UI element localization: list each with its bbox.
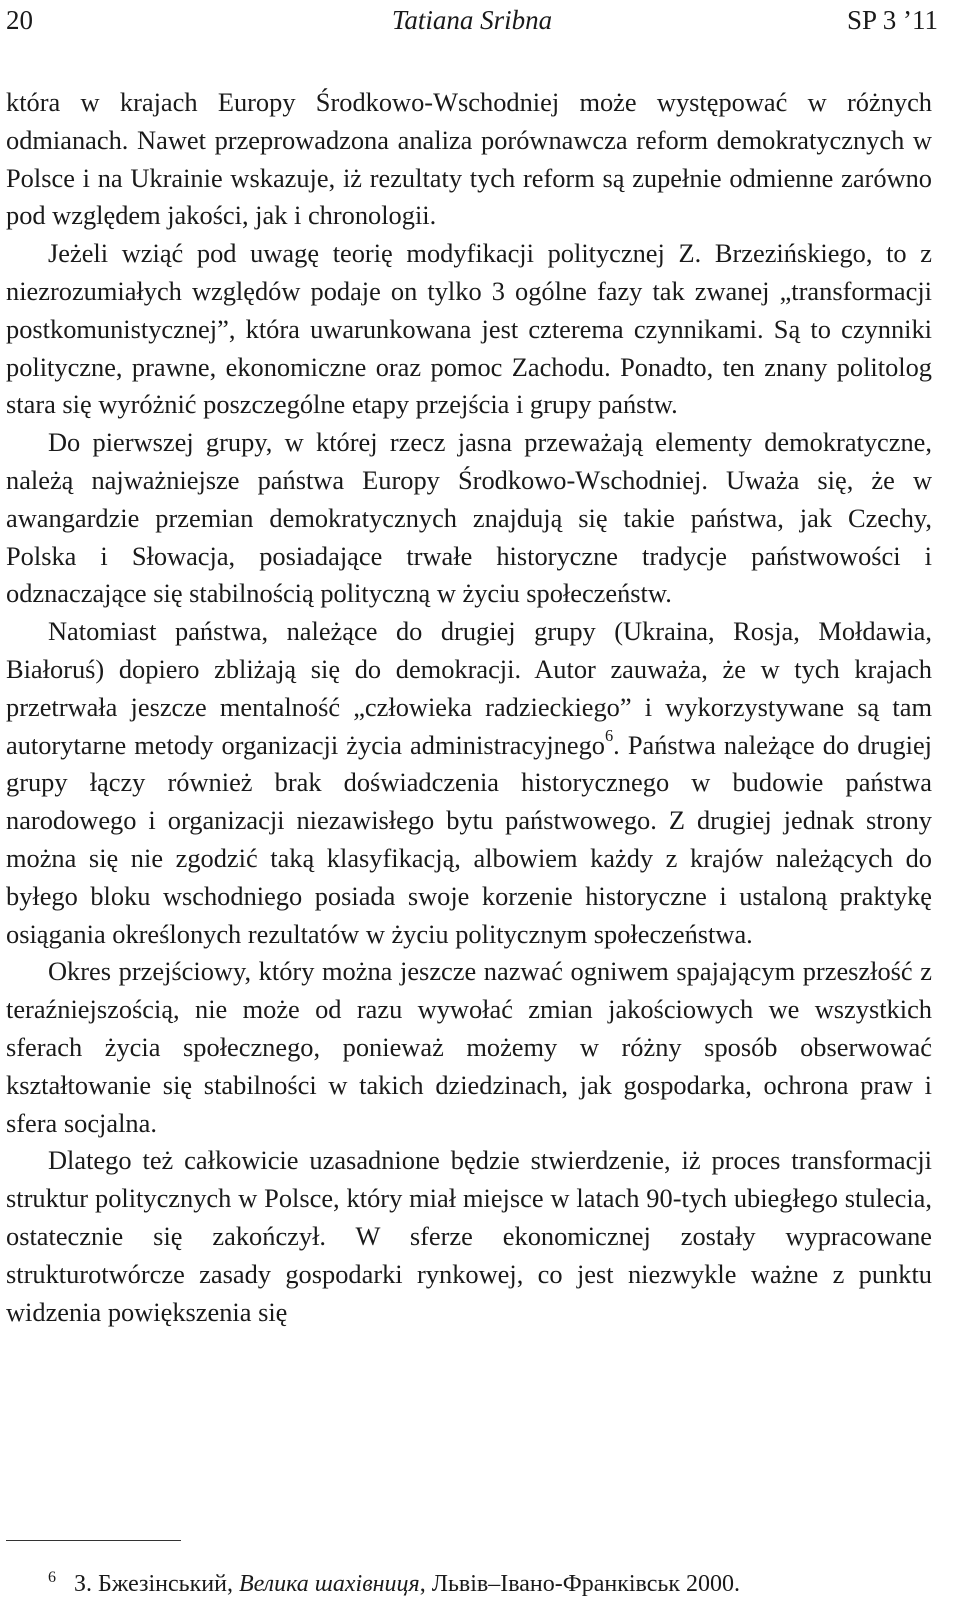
paragraph-text: Do pierwszej grupy, w której rzecz jasna przeważają elementy demokratyczne, należą najważniejsze państwa Europy Środkowo-Wschodniej. Uważa się, że w awangardzie przemian demokratycznych znajdują się takie państwa, jak Czechy, Polska i Słowacja, posiadające trwałe historyczne tradycje państwowości i odznaczające się stabilnością polityczną w życiu społeczeństw. [6, 427, 932, 609]
paragraph-text: Jeżeli wziąć pod uwagę teorię modyfikacji politycznej Z. Brzezińskiego, to z niezrozumiałych względów podaje on tylko 3 ogólne fazy tak zwanej „transformacji postkomunistycznej”, która uwarunkowana jest czterema czynnikami. Są to czynniki polityczne, prawne, ekonomiczne oraz pomoc Zachodu. Ponadto, ten znany politolog stara się wyróżnić poszczególne etapy przejścia i grupy państw. [6, 238, 932, 420]
page-number: 20 [6, 5, 33, 35]
paragraph [6, 1142, 932, 1331]
paragraph-text: Okres przejściowy, który można jeszcze nazwać ogniwem spajającym przeszłość z teraźniejszością, nie może od razu wywołać zmian jakościowych we wszystkich sferach życia społecznego, ponieważ możemy w różny sposób obserwować kształtowanie się stabilności w takich dziedzinach, jak gospodarka, ochrona praw i sfera socjalna. [6, 956, 932, 1138]
running-head-journal: SP 3 ’11 [846, 5, 938, 35]
paragraph-text: Dlatego też całkowicie uzasadnione będzie stwierdzenie, iż proces transformacji struktur politycznych w Polsce, który miał miejsce w latach 90-tych ubiegłego stulecia, ostatecznie się zakończył. W sferze ekonomicznej zostały wypracowane strukturotwórcze zasady gospodarki rynkowej, co jest niezwykle ważne z punktu widzenia powiększenia się [6, 1145, 932, 1327]
paragraph [6, 235, 932, 424]
footnote-text-post: , Львів–Івано-Франківськ 2000. [419, 1571, 740, 1597]
running-head-author: Tatiana Sribna [391, 5, 553, 35]
paragraph-text: . Państwa należące do drugiej grupy łączy również brak doświadczenia historycznego w budowie państwa narodowego i organizacji niezawisłego bytu państwowego. Z drugiej jednak strony można się nie zgodzić taką klasyfikacją, albowiem każdy z krajów należących do byłego bloku wschodniego posiada swoje korzenie historyczne i ustaloną praktykę osiągania określonych rezultatów w życiu politycznym społeczeństwa. [6, 729, 932, 949]
footnote-reference: 6 [604, 726, 614, 746]
paragraph [6, 424, 932, 613]
footnote: 6 З. Бжезінський, Велика шахівниця, Львів–Івано-Франківськ 2000. [48, 1569, 740, 1597]
footnote-rule [6, 1540, 181, 1541]
running-head [6, 2, 938, 38]
body-text [6, 84, 932, 1331]
paragraph [6, 84, 932, 235]
footnote-text-pre: З. Бжезінський, [74, 1571, 239, 1597]
paragraph-text: Natomiast państwa, należące do drugiej grupy (Ukraina, Rosja, Mołdawia, Białoruś) dopiero zbliżają się do demokracji. Autor zauważa, że w tych krajach przetrwała jeszcze mentalność „człowieka radzieckiego” i wykorzystywane są tam autorytarne metody organizacji życia administracyjnego [6, 616, 932, 760]
paragraph [6, 953, 932, 1142]
paragraph [6, 613, 932, 953]
footnote-title: Велика шахівниця [238, 1571, 420, 1597]
paragraph-text: która w krajach Europy Środkowo-Wschodniej może występować w różnych odmianach. Nawet przeprowadzona analiza porównawcza reform demokratycznych w Polsce i na Ukrainie wskazuje, iż rezultaty tych reform są zupełnie odmienne zarówno pod względem jakości, jak i chronologii. [6, 87, 932, 231]
